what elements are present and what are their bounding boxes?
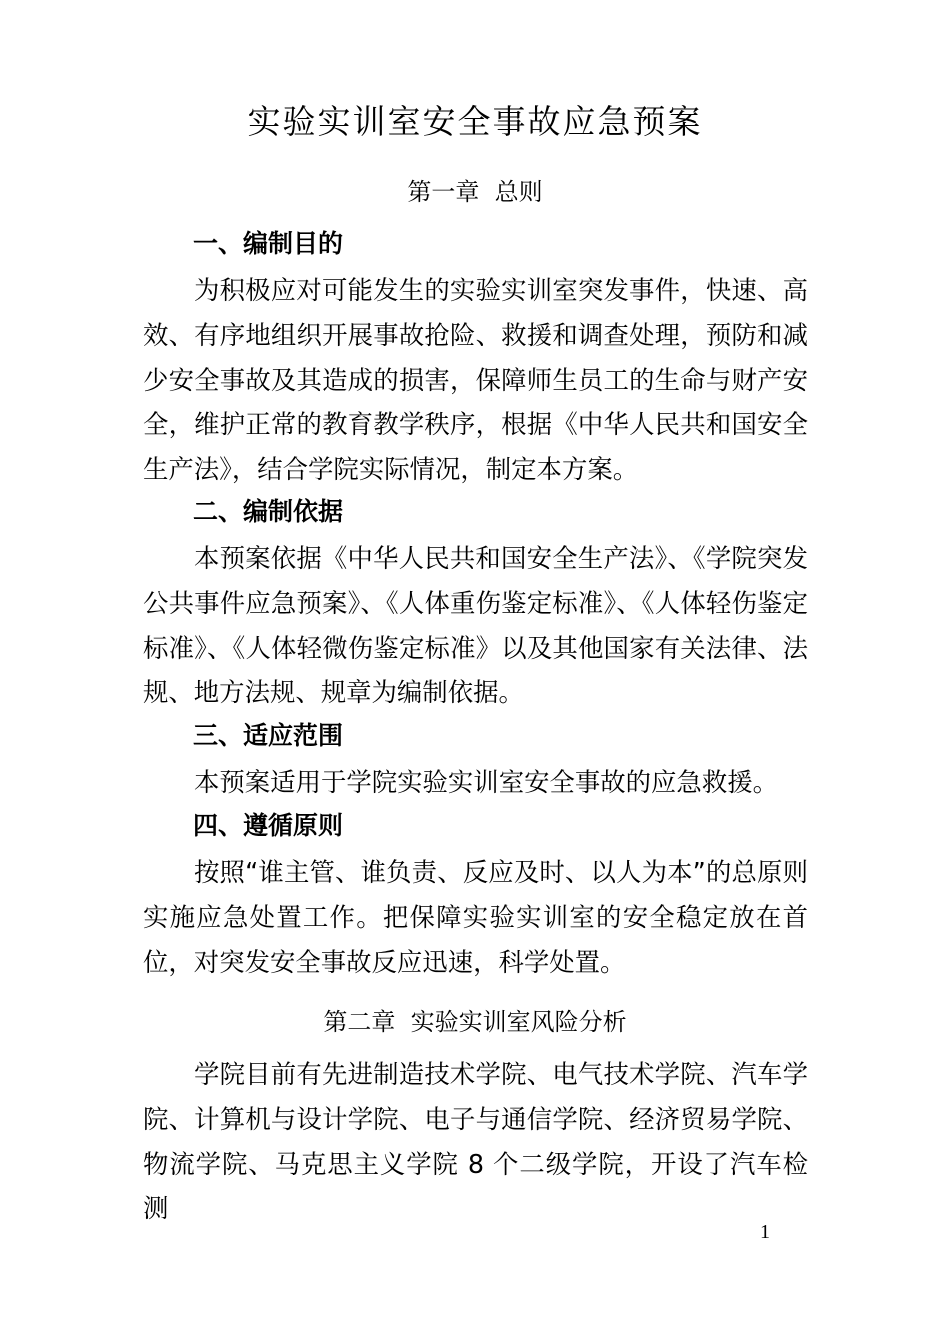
section-4-heading: 四、遵循原则 bbox=[193, 811, 344, 840]
section-3-body: 本预案适用于学院实验实训室安全事故的应急救援。 bbox=[194, 767, 778, 797]
section-2-heading: 二、编制依据 bbox=[193, 497, 344, 526]
chapter-2-heading: 第二章 实验实训室风险分析 bbox=[323, 1008, 627, 1036]
section-1-heading: 一、编制目的 bbox=[193, 229, 344, 258]
page-number: 1 bbox=[760, 1221, 770, 1243]
section-1-body: 为积极应对可能发生的实验实训室突发事件，快速、高效、有序地组织开展事故抢险、救援和调查处理，预防和减少安全事故及其造成的损害，保障师生员工的生命与财产安全，维护正常的教育教学秩序，根据《中华人民共和国安全生产法》，结合学院实际情况，制定本方案。 bbox=[143, 275, 808, 485]
section-3-heading: 三、适应范围 bbox=[193, 721, 344, 750]
section-4-body: 按照“谁主管、谁负责、反应及时、以人为本”的总原则实施应急处置工作。把保障实验实训室的安全稳定放在首位，对突发安全事故反应迅速，科学处置。 bbox=[143, 857, 808, 977]
chapter-1-heading: 第一章 总则 bbox=[407, 178, 543, 206]
section-2-body: 本预案依据《中华人民共和国安全生产法》、《学院突发公共事件应急预案》、《人体重伤鉴定标准》、《人体轻伤鉴定标准》、《人体轻微伤鉴定标准》以及其他国家有关法律、法规、地方法规、规章为编制依据。 bbox=[143, 543, 808, 708]
document-title: 实验实训室安全事故应急预案 bbox=[247, 102, 703, 141]
chapter-2-body: 学院目前有先进制造技术学院、电气技术学院、汽车学院、计算机与设计学院、电子与通信学院、经济贸易学院、物流学院、马克思主义学院 8 个二级学院，开设了汽车检测 bbox=[143, 1059, 808, 1224]
